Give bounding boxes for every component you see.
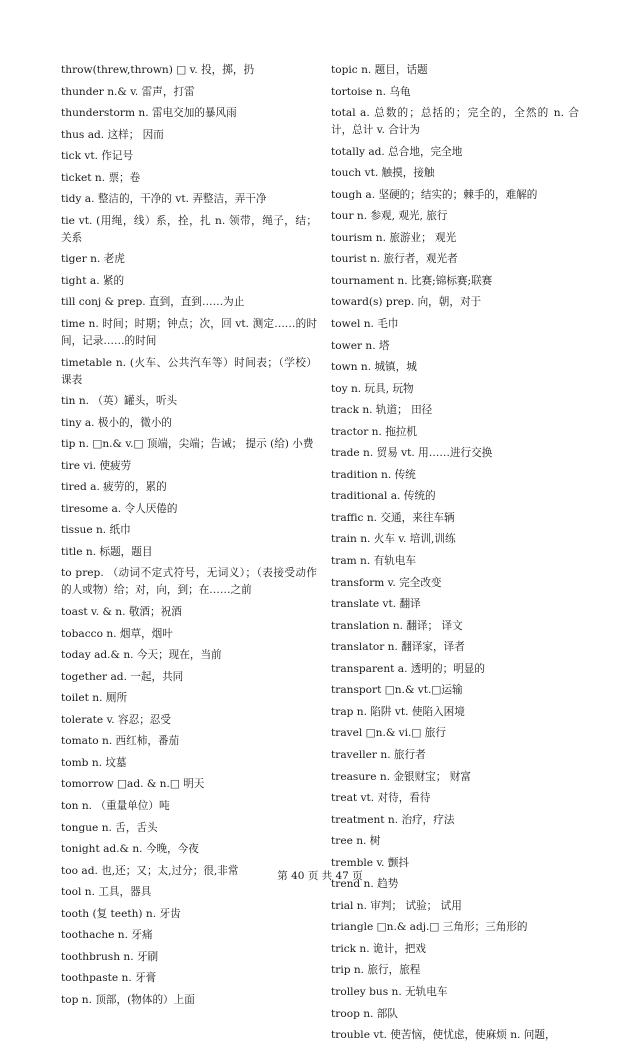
dictionary-entry: to prep. （动词不定式符号，无词义）；（表接受动作的人或物）给；对，向，到；在……之前: [61, 567, 317, 597]
dictionary-entry: tractor n. 拖拉机: [331, 425, 417, 438]
dictionary-entry: toilet n. 厕所: [61, 692, 128, 705]
dictionary-entry: tour n. 参观, 观光, 旅行: [331, 210, 448, 223]
dictionary-entry: tomorrow □ad. & n.□ 明天: [61, 778, 205, 791]
dictionary-entry: tower n. 塔: [331, 339, 390, 352]
dictionary-entry: trap n. 陷阱 vt. 使陷入困境: [331, 705, 465, 718]
dictionary-entry: trouble vt. 使苦恼，使忧虑，使麻烦 n. 问题，: [331, 1029, 556, 1042]
dictionary-entry: toothbrush n. 牙刷: [61, 950, 159, 963]
dictionary-entry: trolley bus n. 无轨电车: [331, 985, 448, 998]
dictionary-entry: train n. 火车 v. 培训,训练: [331, 533, 456, 546]
dictionary-entry: tidy a. 整洁的，干净的 vt. 弄整洁，弄干净: [61, 193, 267, 206]
dictionary-entry: tool n. 工具，器具: [61, 886, 152, 899]
dictionary-entry: tree n. 树: [331, 835, 381, 848]
dictionary-entry: touch vt. 触摸，接触: [331, 167, 435, 180]
dictionary-entry: tip n. □n.& v.□ 顶端，尖端；告诫； 提示 (给) 小费: [61, 438, 314, 451]
dictionary-entry: totally ad. 总合地，完全地: [331, 145, 463, 158]
dictionary-entry: together ad. 一起，共同: [61, 670, 184, 683]
dictionary-entry: triangle □n.& adj.□ 三角形；三角形的: [331, 921, 528, 934]
dictionary-entry: towel n. 毛巾: [331, 318, 399, 331]
dictionary-entry: tiger n. 老虎: [61, 253, 125, 266]
dictionary-entry: tram n. 有轨电车: [331, 555, 416, 568]
dictionary-entry: tiny a. 极小的，微小的: [61, 416, 173, 429]
dictionary-entry: tight a. 紧的: [61, 274, 125, 287]
dictionary-entry: ton n. （重量单位）吨: [61, 799, 170, 812]
dictionary-entry: toward(s) prep. 向，朝，对于: [331, 296, 482, 309]
dictionary-entry: toothpaste n. 牙膏: [61, 972, 157, 985]
dictionary-entry: trend n. 趋势: [331, 878, 399, 891]
dictionary-entry: trial n. 审判； 试验； 试用: [331, 899, 462, 912]
dictionary-entry: translator n. 翻译家，译者: [331, 641, 465, 654]
dictionary-entry: translation n. 翻译； 译文: [331, 619, 463, 632]
dictionary-entry: trip n. 旅行，旅程: [331, 964, 421, 977]
dictionary-entry: tourist n. 旅行者，观光者: [331, 253, 458, 266]
dictionary-entry: treatment n. 治疗，疗法: [331, 813, 455, 826]
dictionary-entry: treat vt. 对待，看待: [331, 792, 431, 805]
dictionary-entry: tonight ad.& n. 今晚，今夜: [61, 843, 199, 856]
dictionary-entry: troop n. 部队: [331, 1007, 398, 1020]
dictionary-entry: tremble v. 颤抖: [331, 856, 410, 869]
dictionary-entry: time n. 时间；时期；钟点；次，回 vt. 测定……的时间，记录……的时间: [61, 318, 317, 348]
dictionary-entry: tired a. 疲劳的，累的: [61, 481, 167, 494]
dictionary-entry: topic n. 题目，话题: [331, 64, 428, 76]
dictionary-entry: today ad.& n. 今天；现在，当前: [61, 649, 222, 662]
dictionary-entry: title n. 标题，题目: [61, 545, 153, 558]
dictionary-entry: tooth (复 teeth) n. 牙齿: [61, 907, 181, 920]
dictionary-entry: ticket n. 票；卷: [61, 171, 141, 184]
dictionary-entry: tough a. 坚硬的；结实的；棘手的，难解的: [331, 188, 538, 201]
dictionary-entry: tolerate v. 容忍；忍受: [61, 713, 171, 726]
dictionary-entry: thus ad. 这样； 因而: [61, 128, 164, 141]
dictionary-entry: track n. 轨道； 田径: [331, 404, 433, 417]
dictionary-entry: trade n. 贸易 vt. 用……进行交换: [331, 447, 493, 460]
dictionary-entry: tortoise n. 乌龟: [331, 85, 411, 98]
right-column: [331, 62, 579, 1049]
page-footer: 第 40 页 共 47 页: [277, 870, 363, 882]
dictionary-entry: tissue n. 纸巾: [61, 524, 131, 537]
dictionary-entry: too ad. 也,还；又；太,过分；很,非常: [61, 864, 239, 877]
dictionary-entry: tourism n. 旅游业； 观光: [331, 231, 457, 244]
dictionary-entry: toothache n. 牙痛: [61, 929, 153, 942]
dictionary-entry: town n. 城镇，城: [331, 361, 417, 374]
dictionary-entry: till conj & prep. 直到，直到……为止: [61, 296, 245, 309]
dictionary-entry: toy n. 玩具, 玩物: [331, 382, 414, 395]
dictionary-entry: transparent a. 透明的；明显的: [331, 662, 485, 675]
dictionary-entry: toast v. & n. 敬酒；祝酒: [61, 606, 182, 619]
dictionary-entry: tradition n. 传统: [331, 468, 416, 481]
dictionary-entry: thunder n.& v. 雷声，打雷: [61, 85, 195, 98]
dictionary-entry: traffic n. 交通，来往车辆: [331, 511, 455, 524]
dictionary-entry: tongue n. 舌，舌头: [61, 821, 158, 834]
dictionary-entry: tiresome a. 令人厌倦的: [61, 502, 178, 515]
dictionary-entry: tobacco n. 烟草，烟叶: [61, 627, 173, 640]
dictionary-entry: tournament n. 比赛;锦标赛;联赛: [331, 274, 493, 287]
dictionary-entry: translate vt. 翻译: [331, 598, 421, 611]
dictionary-entry: trick n. 诡计，把戏: [331, 942, 426, 955]
dictionary-entry: travel □n.& vi.□ 旅行: [331, 727, 446, 740]
dictionary-entry: tin n. （英）罐头，听头: [61, 395, 178, 408]
dictionary-entry: transport □n.& vt.□运输: [331, 684, 463, 697]
dictionary-entry: throw(threw,thrown) □ v. 投，掷，扔: [61, 64, 255, 76]
dictionary-entry: total a. 总数的；总括的；完全的，全然的 n. 合计，总计 v. 合计为: [331, 107, 579, 137]
dictionary-entry: tire vi. 使疲劳: [61, 459, 132, 472]
dictionary-entry: transform v. 完全改变: [331, 576, 442, 589]
dictionary-entry: tick vt. 作记号: [61, 150, 134, 163]
dictionary-entry: tomb n. 坟墓: [61, 756, 127, 769]
dictionary-entry: top n. 顶部，(物体的）上面: [61, 993, 195, 1006]
dictionary-entry: tomato n. 西红柿，番茄: [61, 735, 180, 748]
dictionary-entry: treasure n. 金银财宝； 财富: [331, 770, 471, 783]
dictionary-entry: timetable n. (火车、公共汽车等）时间表；（学校）课表: [61, 356, 317, 386]
dictionary-entry: tie vt. (用绳，线）系，拴，扎 n. 领带，绳子，结；关系: [61, 214, 317, 244]
dictionary-entry: thunderstorm n. 雷电交加的暴风雨: [61, 107, 237, 120]
dictionary-entry: traveller n. 旅行者: [331, 748, 426, 761]
dictionary-entry: traditional a. 传统的: [331, 490, 436, 503]
